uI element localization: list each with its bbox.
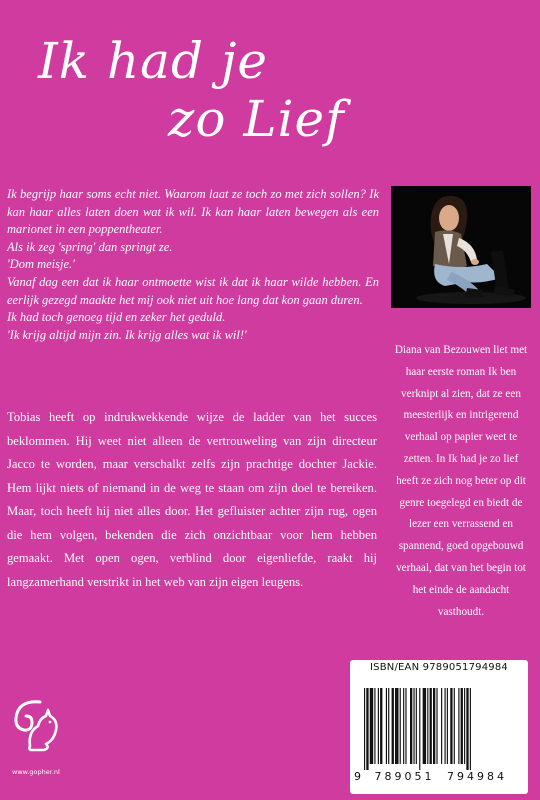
squirrel-logo-icon bbox=[10, 696, 64, 754]
barcode-bar bbox=[366, 688, 368, 770]
barcode-sticker bbox=[350, 660, 528, 794]
barcode-bar bbox=[458, 688, 459, 764]
barcode-bar bbox=[392, 688, 394, 764]
synopsis bbox=[7, 406, 377, 594]
barcode-bar bbox=[364, 688, 365, 770]
author-photo bbox=[391, 186, 531, 308]
barcode-bar bbox=[380, 688, 382, 764]
barcode-bar bbox=[470, 688, 471, 770]
barcode bbox=[354, 688, 524, 770]
title-line-1: Ik had je bbox=[38, 32, 268, 90]
barcode-bar bbox=[464, 688, 465, 764]
barcode-bar bbox=[413, 688, 414, 764]
excerpt bbox=[7, 186, 379, 344]
barcode-bar bbox=[466, 688, 468, 770]
barcode-bar bbox=[445, 688, 446, 764]
barcode-bar bbox=[370, 688, 373, 764]
barcode-bar bbox=[378, 688, 379, 764]
excerpt-paragraph: 'Ik krijg altijd mijn zin. Ik krijg alles wat ik wil!' bbox=[7, 327, 247, 342]
publisher-website: www.gopher.nl bbox=[12, 768, 60, 776]
barcode-bar bbox=[461, 688, 463, 764]
barcode-bar bbox=[436, 688, 437, 764]
excerpt-paragraph: Als ik zeg 'spring' dan springt ze. bbox=[7, 239, 173, 254]
barcode-digits bbox=[354, 770, 524, 783]
barcode-bar bbox=[403, 688, 404, 764]
author-photo-illustration bbox=[391, 186, 531, 308]
barcode-bar bbox=[447, 688, 448, 764]
excerpt-paragraph: 'Dom meisje.' bbox=[7, 257, 75, 272]
barcode-bar bbox=[450, 688, 452, 764]
author-bio: Diana van Bezouwen liet met haar eerste roman Ik ben verknipt al zien, dat ze een meesterlijk en intrigerend verhaal op papier weet te zetten. In Ik had je zo lief heeft ze zich nog beter op dit genre toegelegd en biedt de lezer een verrassend en spannend, goed opgebouwd verhaal, dat van het begin tot het einde de aandacht vasthoudt. bbox=[394, 344, 528, 618]
barcode-bar bbox=[386, 688, 387, 764]
barcode-bar bbox=[405, 688, 406, 764]
barcode-bar bbox=[419, 688, 420, 770]
synopsis-paragraph: Tobias heeft op indrukwekkende wijze de ladder van het succes beklommen. Hij weet niet alleen de vertrouweling van zijn directeur Jacco te worden, maar verschalkt zelfs zijn prachtige dochter Jackie. Hem lijkt niets of niemand in de weg te staan om zijn doel te bereiken. Maar, toch heeft hij niet alles door. Het gefluister achter zijn rug, ogen die hem volgen, bekenden die zich onzichtbaar voor hem hebben gemaakt. Met open ogen, verblind door eigenliefde, raakt hij langzamerhand verstrikt in het web van zijn eigen leugens. bbox=[7, 410, 377, 589]
title-line-2: zo Lief bbox=[168, 90, 345, 148]
isbn-label: ISBN/EAN 9789051794984 bbox=[370, 662, 508, 673]
barcode-bar bbox=[433, 688, 435, 764]
barcode-digit-group-1: 789051 bbox=[374, 770, 435, 783]
barcode-bar bbox=[430, 688, 432, 764]
excerpt-paragraph: Ik had toch genoeg tijd en zeker het geduld. bbox=[7, 310, 226, 325]
barcode-bar bbox=[427, 688, 428, 764]
barcode-bar bbox=[400, 688, 401, 764]
excerpt-paragraph: Vanaf dag een dat ik haar ontmoette wist ik dat ik haar wilde hebben. En eerlijk gezegd maakte het mij ook niet uit hoe lang dat kon gaan duren. bbox=[7, 274, 379, 307]
barcode-bar bbox=[423, 688, 426, 764]
barcode-digit-first: 9 bbox=[354, 770, 364, 783]
barcode-bar bbox=[441, 688, 442, 764]
barcode-digit-group-2: 794984 bbox=[447, 770, 507, 783]
barcode-bar bbox=[454, 688, 455, 764]
barcode-bar bbox=[416, 688, 417, 764]
barcode-bar bbox=[395, 688, 398, 764]
barcode-bar bbox=[410, 688, 412, 764]
barcode-bar bbox=[374, 688, 375, 764]
barcode-bar bbox=[388, 688, 389, 764]
excerpt-paragraph: Ik begrijp haar soms echt niet. Waarom laat ze toch zo met zich sollen? Ik kan haar alles laten doen wat ik wil. Ik kan haar laten bewegen als een marionet in een poppentheater. bbox=[7, 187, 379, 237]
